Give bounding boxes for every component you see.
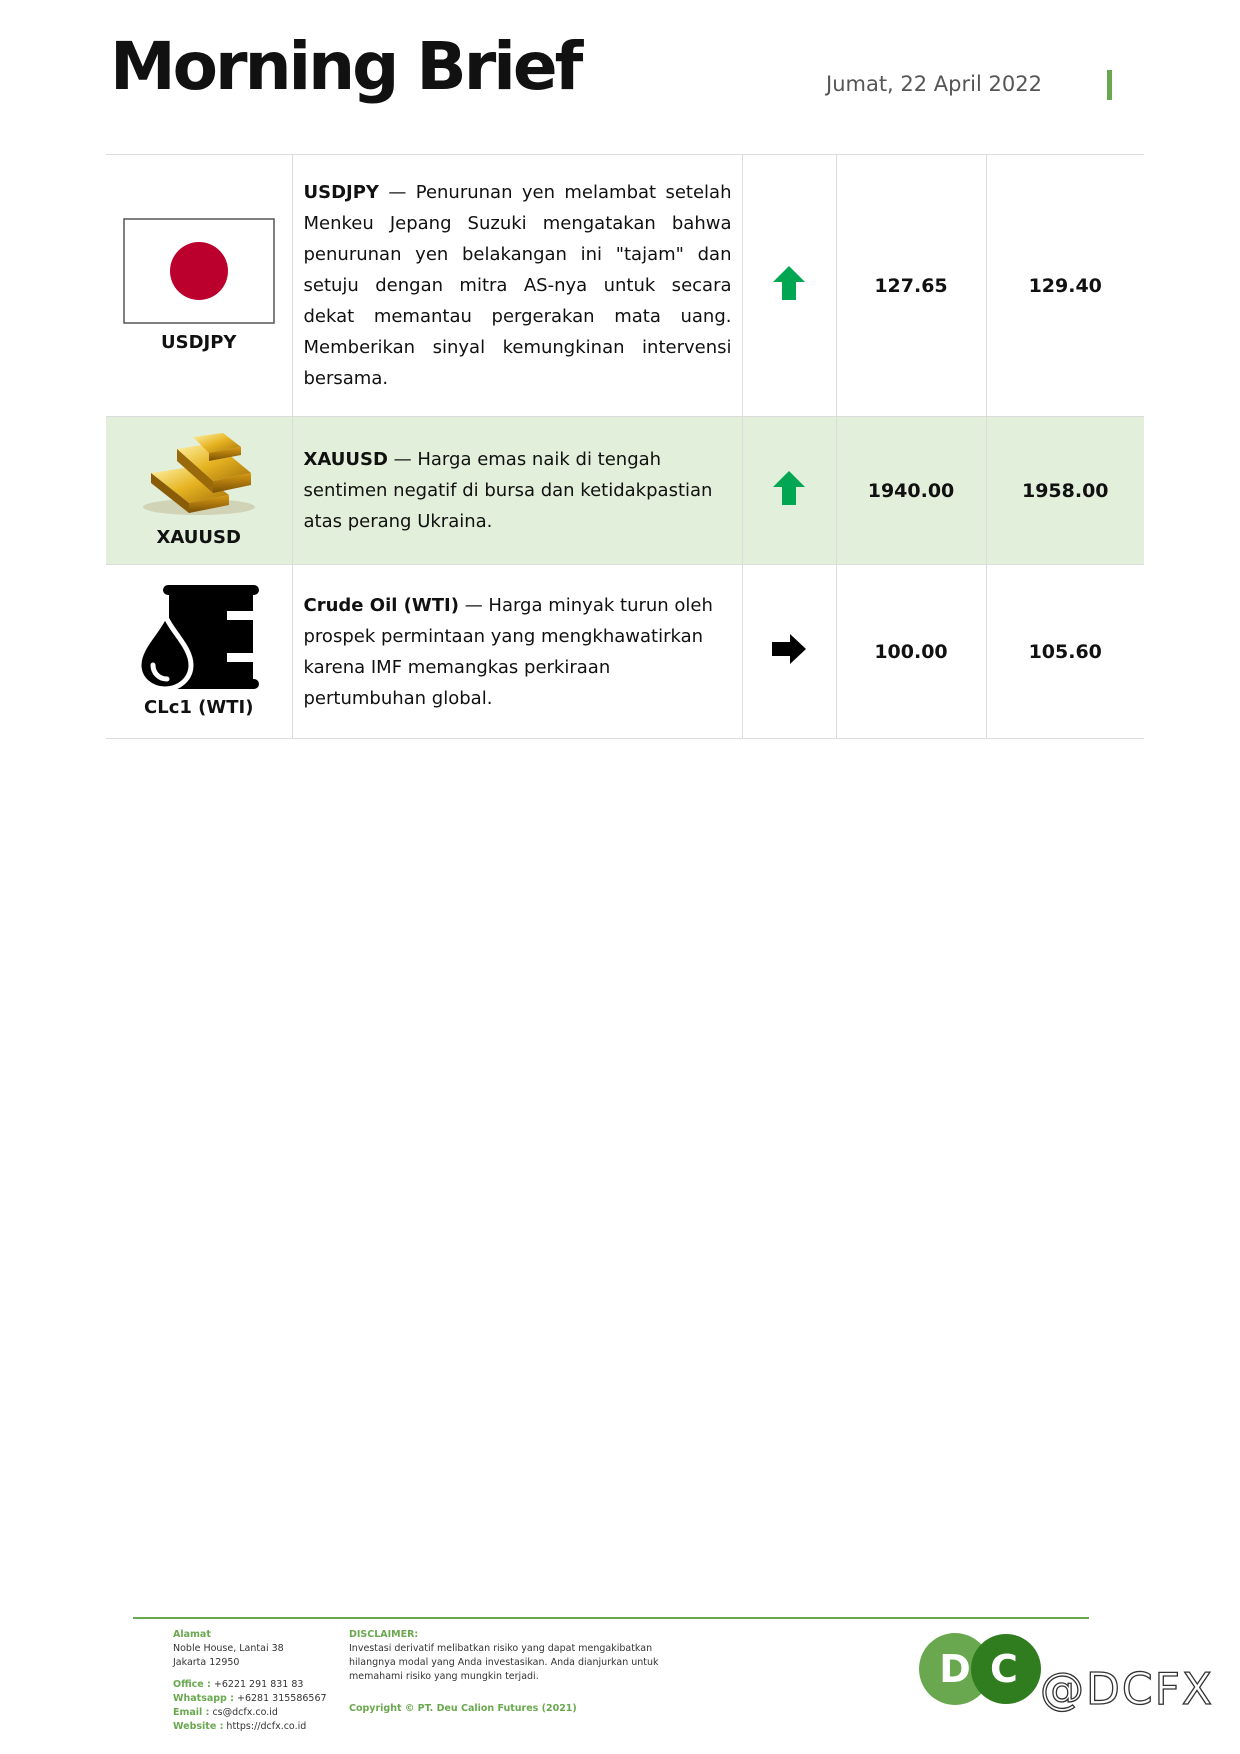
footer-disclaimer [349, 1628, 669, 1716]
description-text: — Harga emas naik di tengah sentimen negatif di bursa dan ketidakpastian atas perang Ukraina. [303, 449, 713, 532]
email-line[interactable]: Email : cs@dcfx.co.id [173, 1707, 278, 1718]
asset-cell [106, 155, 292, 417]
description-cell [292, 417, 742, 565]
logo-text-c: C [990, 1647, 1018, 1691]
oil-barrel-icon [137, 585, 261, 689]
asset-label: XAUUSD [156, 527, 241, 548]
address-line-1: Noble House, Lantai 38 [173, 1643, 284, 1654]
footer-divider [133, 1617, 1089, 1619]
arrow-right-icon [771, 633, 807, 665]
market-brief-table [106, 154, 1144, 739]
direction-cell [742, 155, 836, 417]
disclaimer-label: DISCLAIMER: [349, 1629, 419, 1640]
website-line[interactable]: Website : https://dcfx.co.id [173, 1721, 307, 1732]
asset-cell [106, 565, 292, 739]
value-2-cell: 129.40 [986, 155, 1144, 417]
asset-label: USDJPY [161, 332, 237, 353]
arrow-up-icon [772, 265, 806, 301]
direction-cell [742, 417, 836, 565]
footer-contact [173, 1628, 333, 1734]
description [304, 177, 732, 394]
address-label: Alamat [173, 1629, 211, 1640]
whatsapp-line: Whatsapp : +6281 315586567 [173, 1693, 327, 1704]
description-text: — Penurunan yen melambat setelah Menkeu Jepang Suzuki mengatakan bahwa penurunan yen belakangan ini "tajam" dan setuju dengan mitra AS-nya untuk secara dekat memantau pergerakan mata uang. Memberikan sinyal kemungkinan intervensi bersama. [303, 182, 732, 389]
asset-cell [106, 417, 292, 565]
description-title: XAUUSD [303, 449, 388, 470]
table-row [106, 417, 1144, 565]
description-text: — Harga minyak turun oleh prospek permintaan yang mengkhawatirkan karena IMF memangkas perkiraan pertumbuhan global. [303, 594, 713, 709]
asset-label: CLc1 (WTI) [144, 697, 254, 718]
japan-flag-icon [123, 218, 275, 324]
value-1-cell: 100.00 [836, 565, 986, 739]
page-title: Morning Brief [110, 28, 581, 105]
arrow-up-icon [772, 470, 806, 506]
value-2-cell: 1958.00 [986, 417, 1144, 565]
address-line-2: Jakarta 12950 [173, 1657, 240, 1668]
copyright: Copyright © PT. Deu Calion Futures (2021) [349, 1703, 577, 1714]
description [304, 590, 732, 714]
logo-text-d: D [939, 1647, 971, 1691]
description-title: USDJPY [303, 182, 379, 203]
description-title: Crude Oil (WTI) [303, 594, 459, 616]
office-line: Office : +6221 291 831 83 [173, 1679, 304, 1690]
gold-bars-icon [137, 433, 261, 519]
direction-cell [742, 565, 836, 739]
disclaimer-text: Investasi derivatif melibatkan risiko yang dapat mengakibatkan hilangnya modal yang Anda investasikan. Anda dianjurkan untuk memahami risiko yang mungkin terjadi. [349, 1643, 659, 1682]
table-row [106, 155, 1144, 417]
dcfx-logo-icon [918, 1632, 1042, 1706]
watermark: @DCFX [1040, 1664, 1215, 1715]
value-1-cell: 1940.00 [836, 417, 986, 565]
description-cell [292, 565, 742, 739]
header-accent-bar [1107, 70, 1112, 100]
table-row [106, 565, 1144, 739]
value-1-cell: 127.65 [836, 155, 986, 417]
value-2-cell: 105.60 [986, 565, 1144, 739]
description [304, 444, 732, 537]
header-date: Jumat, 22 April 2022 [826, 72, 1042, 96]
description-cell [292, 155, 742, 417]
